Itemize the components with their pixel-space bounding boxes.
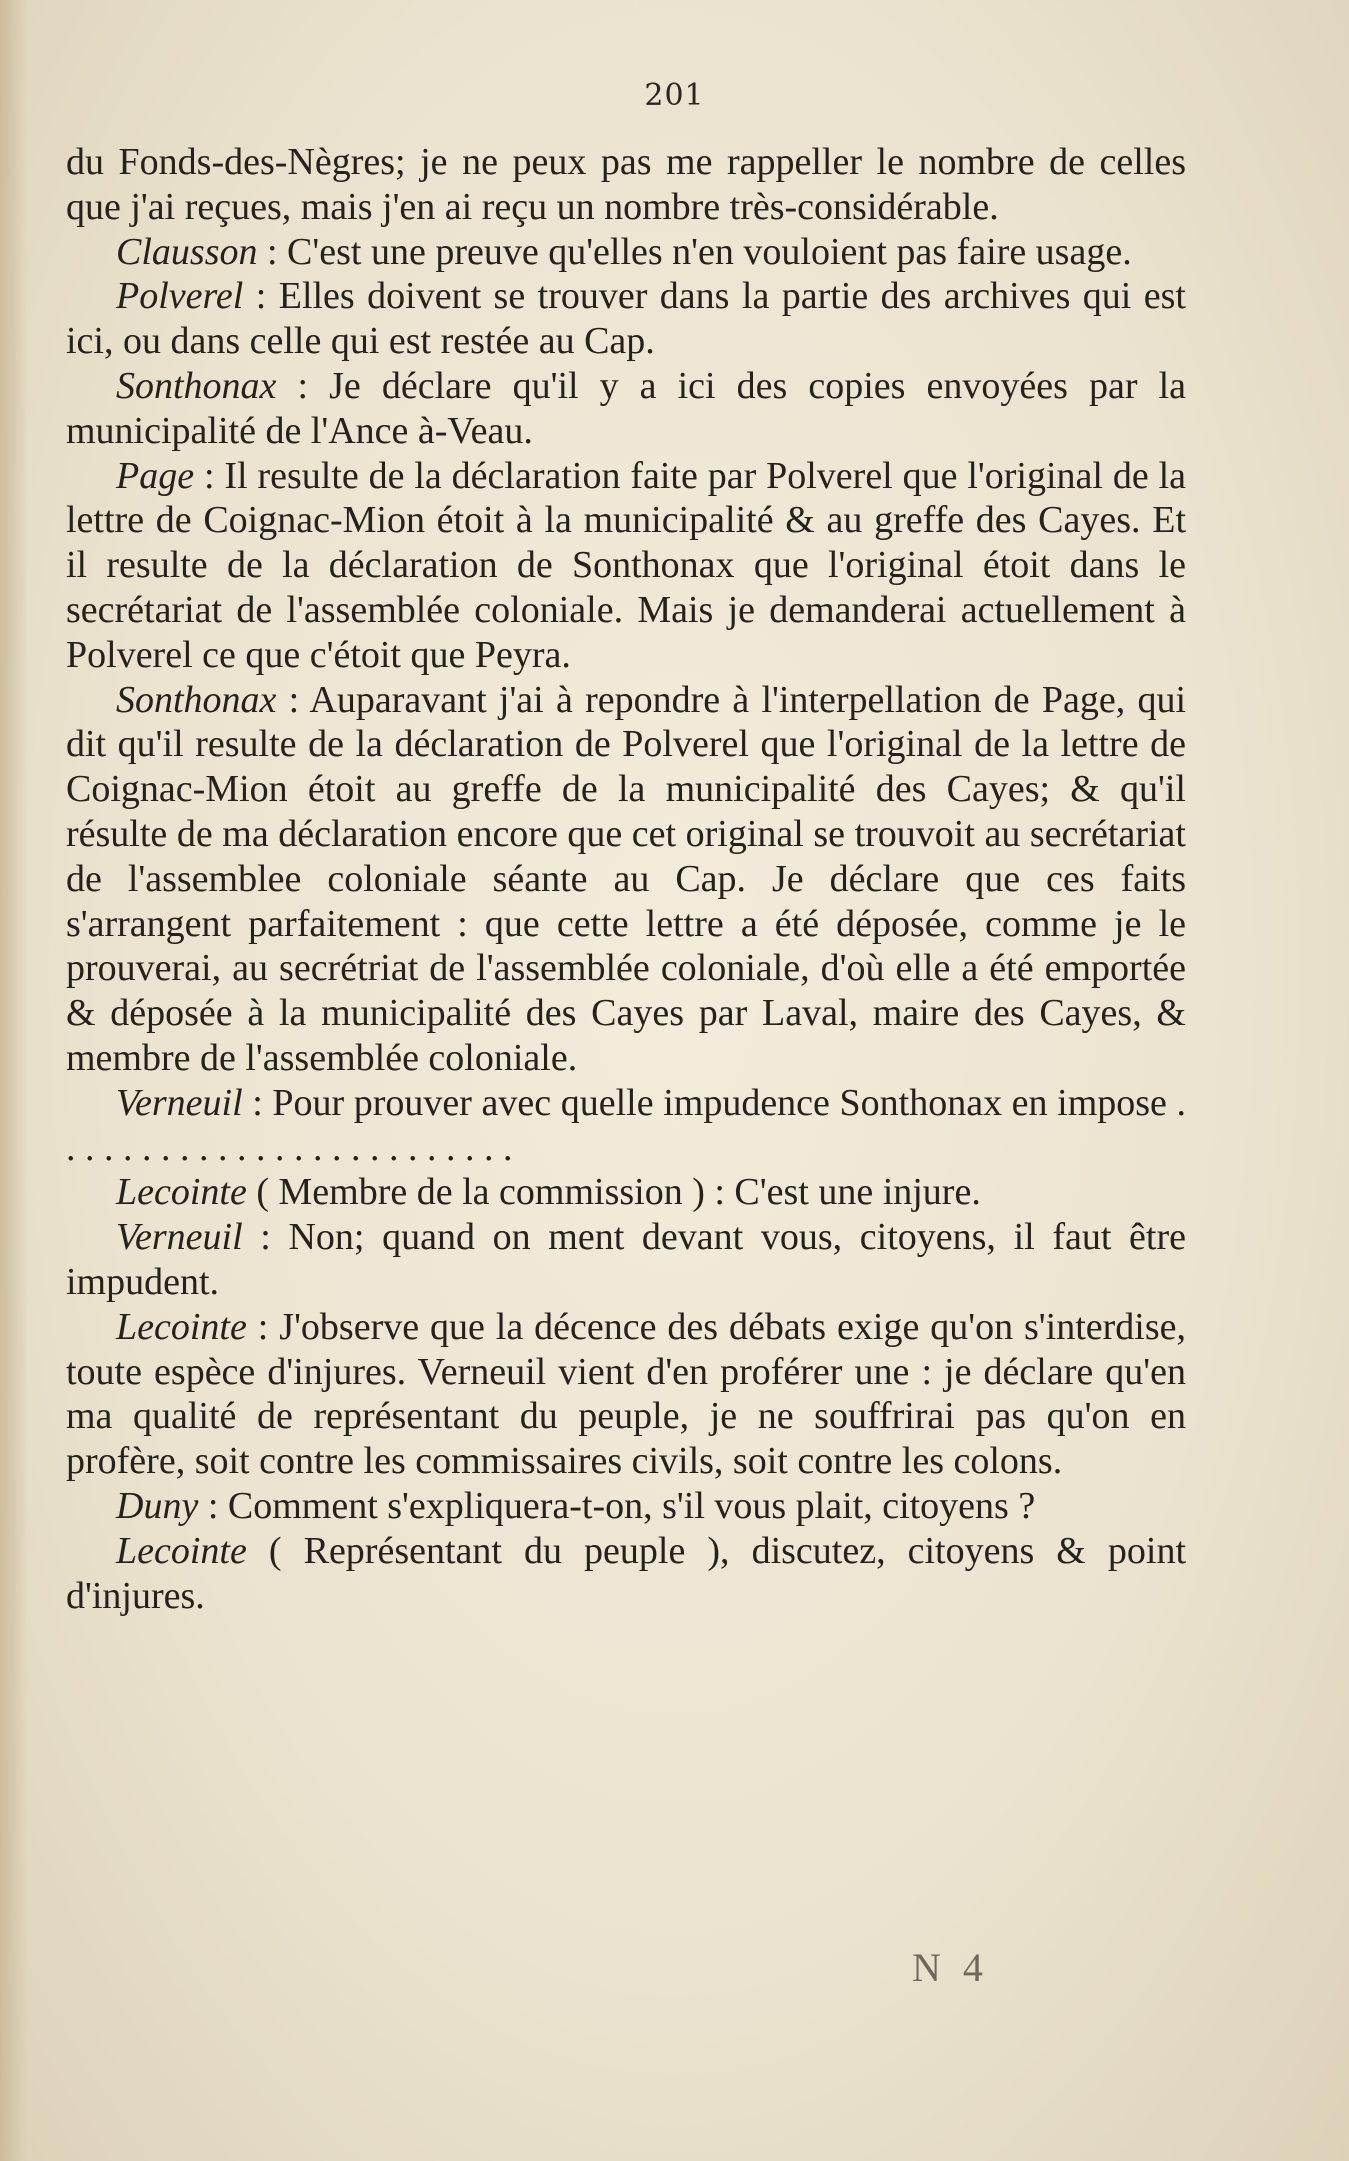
paragraph [66, 1484, 1186, 1529]
paragraph [66, 364, 1186, 454]
paragraph-text: ( Représentant du peuple ), discutez, citoyens & point d'injures. [66, 1529, 1186, 1617]
speaker-name: Clausson [116, 230, 258, 273]
paragraph [66, 1170, 1186, 1215]
paragraph [66, 1215, 1186, 1305]
paragraph [66, 678, 1186, 1081]
paragraph-text: : Je déclare qu'il y a ici des copies envoyées par la municipalité de l'Ance à-Veau. [66, 364, 1186, 452]
speaker-name: Lecointe [116, 1171, 247, 1214]
paragraph [66, 1305, 1186, 1484]
paragraph [66, 1529, 1186, 1619]
speaker-name: Duny [116, 1484, 199, 1527]
speaker-name: Verneuil [116, 1216, 243, 1259]
paragraph-text: : Auparavant j'ai à repondre à l'interpellation de Page, qui dit qu'il resulte de la déclaration de Polverel que l'original de la lettre de Coignac-Mion étoit au greffe de la municipalité des Cayes; & qu'il résulte de ma déclaration encore que cet original se trouvoit au secrétariat de l'assemblee coloniale séante au Cap. Je déclare que ces faits s'arrangent parfaitement : que cette lettre a été déposée, comme je le prouverai, au secrétriat de l'assemblée coloniale, d'où elle a été emportée & déposée à la municipalité des Cayes par Laval, maire des Cayes, & membre de l'assemblée coloniale. [66, 678, 1186, 1079]
paragraph [66, 140, 1186, 230]
paragraph-text: ( Membre de la commission ) : C'est une injure. [246, 1171, 981, 1214]
page-number: 201 [644, 78, 705, 113]
speaker-name: Polverel [116, 275, 244, 318]
speaker-name: Lecointe [116, 1529, 247, 1572]
paragraph-text: : Elles doivent se trouver dans la partie des archives qui est ici, ou dans celle qui est restée au Cap. [66, 275, 1186, 363]
speaker-name: Sonthonax [116, 678, 277, 721]
paragraph-text: : Non; quand on ment devant vous, citoyens, il faut être impudent. [66, 1216, 1186, 1303]
speaker-name: Lecointe [116, 1305, 247, 1348]
paragraph [66, 230, 1186, 275]
speaker-name: Page [116, 454, 195, 497]
paragraph-text: : J'observe que la décence des débats exige qu'on s'interdise, toute espèce d'injures. Verneuil vient d'en proférer une : je déclare qu'en ma qualité de représentant du peuple, je ne souffrirai pas qu'on en profère, soit contre les commissaires civils, soit contre les colons. [66, 1305, 1186, 1483]
signature-mark: N 4 [912, 1945, 989, 1990]
paragraph-text: : Comment s'expliquera-t-on, s'il vous plait, citoyens ? [198, 1484, 1036, 1527]
paragraph [66, 274, 1186, 364]
paragraph-text: : C'est une preuve qu'elles n'en vouloient pas faire usage. [257, 230, 1132, 273]
page-edge-shadow [0, 0, 28, 2161]
paragraph-text: : Pour prouver avec quelle impudence Sonthonax en impose . . . . . . . . . . . . . . . . . . . . . . . . . [66, 1081, 1186, 1169]
speaker-name: Sonthonax [116, 364, 277, 407]
body-text [66, 140, 1186, 1618]
paragraph [66, 454, 1186, 678]
paragraph [66, 1081, 1186, 1171]
paragraph-text: du Fonds-des-Nègres; je ne peux pas me rappeller le nombre de celles que j'ai reçues, mais j'en ai reçu un nombre très-considérable. [66, 141, 1186, 228]
speaker-name: Verneuil [116, 1081, 243, 1124]
paragraph-text: : Il resulte de la déclaration faite par Polverel que l'original de la lettre de Coignac-Mion étoit à la municipalité & au greffe des Cayes. Et il resulte de la déclaration de Sonthonax que l'original étoit dans le secrétariat de l'assemblée coloniale. Mais je demanderai actuellement à Polverel ce que c'étoit que Peyra. [66, 454, 1186, 676]
